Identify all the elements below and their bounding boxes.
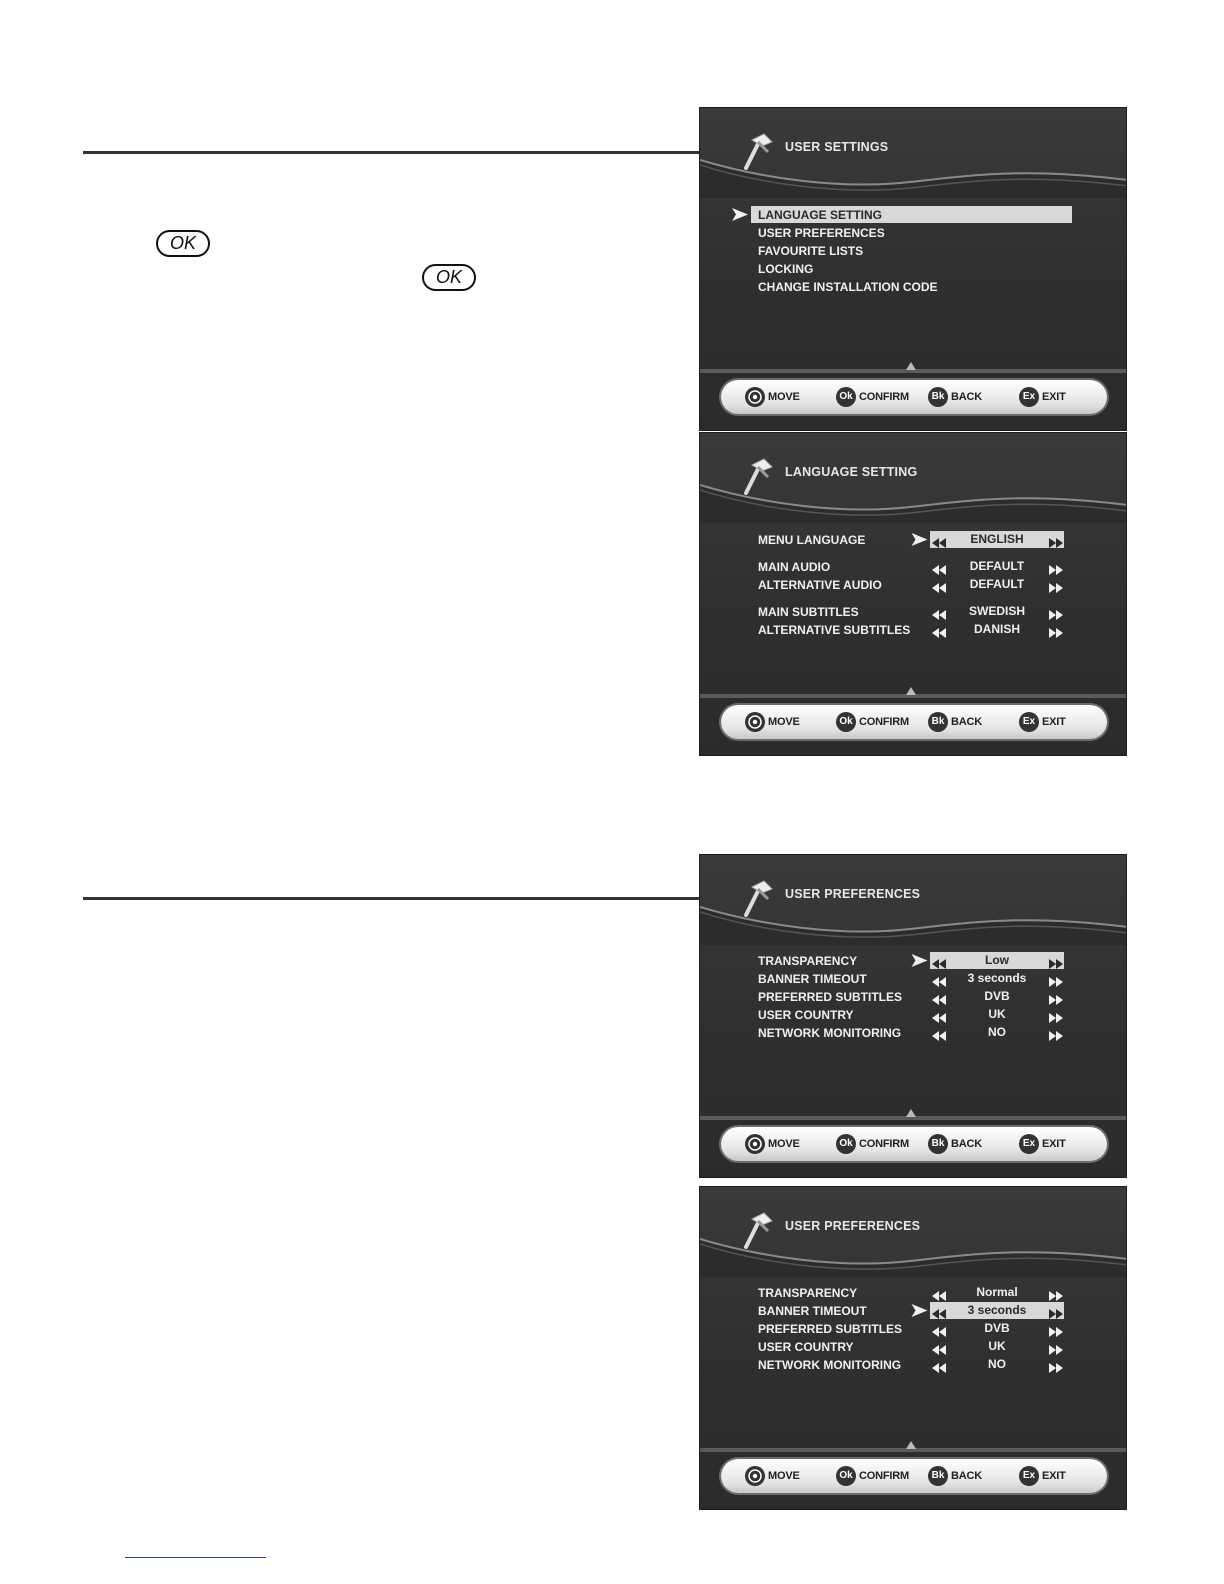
legend-confirm: [836, 387, 909, 407]
next-value-icon[interactable]: [1049, 1288, 1063, 1298]
setting-label: BANNER TIMEOUT: [758, 1304, 867, 1318]
next-value-icon[interactable]: [1049, 1010, 1063, 1020]
exit-key-icon: Ex: [1019, 1134, 1039, 1154]
legend-exit: [1019, 1466, 1066, 1486]
legend-label: CONFIRM: [859, 391, 909, 403]
tools-icon: [738, 130, 776, 170]
legend-move: [745, 387, 800, 407]
pointer-arrow-icon: [732, 208, 748, 221]
setting-label: USER COUNTRY: [758, 1008, 854, 1022]
setting-label: PREFERRED SUBTITLES: [758, 1322, 903, 1336]
next-value-icon[interactable]: [1049, 1306, 1063, 1316]
back-key-icon: Bk: [928, 712, 948, 732]
tools-icon: [738, 877, 776, 917]
legend-move: [745, 1134, 800, 1154]
next-value-icon[interactable]: [1049, 607, 1063, 617]
legend-label: EXIT: [1042, 391, 1066, 403]
confirm-key-icon: Ok: [836, 1466, 856, 1486]
prev-value-icon[interactable]: [932, 1324, 946, 1334]
tv-menu-user-settings: [699, 107, 1127, 431]
prev-value-icon[interactable]: [932, 580, 946, 590]
setting-label: BANNER TIMEOUT: [758, 972, 867, 986]
menu-title: LANGUAGE SETTING: [785, 465, 918, 479]
legend-confirm: [836, 1466, 909, 1486]
prev-value-icon[interactable]: [932, 1360, 946, 1370]
menu-item[interactable]: LANGUAGE SETTING: [758, 208, 883, 222]
back-key-icon: Bk: [928, 1134, 948, 1154]
legend-label: MOVE: [768, 391, 800, 403]
next-value-icon[interactable]: [1049, 562, 1063, 572]
tools-icon: [738, 455, 776, 495]
setting-label: NETWORK MONITORING: [758, 1358, 902, 1372]
menu-title: USER SETTINGS: [785, 140, 889, 154]
setting-value[interactable]: Low: [930, 952, 1064, 969]
next-value-icon[interactable]: [1049, 535, 1063, 545]
prev-value-icon[interactable]: [932, 1342, 946, 1352]
tools-icon: [738, 1209, 776, 1249]
setting-label: MAIN SUBTITLES: [758, 605, 859, 619]
menu-item[interactable]: LOCKING: [758, 262, 814, 276]
setting-value[interactable]: UK: [988, 1007, 1006, 1021]
tv-menu-user-preferences-2: [699, 1186, 1127, 1510]
next-value-icon[interactable]: [1049, 625, 1063, 635]
dpad-icon: [745, 712, 765, 732]
menu-title: USER PREFERENCES: [785, 887, 921, 901]
legend-confirm: [836, 1134, 909, 1154]
confirm-key-icon: Ok: [836, 712, 856, 732]
legend-move: [745, 1466, 800, 1486]
setting-value[interactable]: 3 seconds: [967, 971, 1027, 985]
up-marker-icon: [906, 362, 916, 370]
tv-menu-user-preferences: [699, 854, 1127, 1178]
legend-move: [745, 712, 800, 732]
setting-value[interactable]: DVB: [984, 989, 1010, 1003]
setting-label: TRANSPARENCY: [758, 954, 858, 968]
setting-label: USER COUNTRY: [758, 1340, 854, 1354]
remote-key-legend: [721, 1127, 1107, 1161]
legend-label: BACK: [951, 716, 982, 728]
confirm-key-icon: Ok: [836, 387, 856, 407]
setting-value[interactable]: DVB: [984, 1321, 1010, 1335]
pointer-arrow-icon: [911, 1304, 928, 1317]
exit-key-icon: Ex: [1019, 1466, 1039, 1486]
menu-item[interactable]: CHANGE INSTALLATION CODE: [758, 280, 938, 294]
next-value-icon[interactable]: [1049, 1360, 1063, 1370]
next-value-icon[interactable]: [1049, 580, 1063, 590]
exit-key-icon: Ex: [1019, 712, 1039, 732]
legend-label: BACK: [951, 391, 982, 403]
remote-key-legend: [721, 1459, 1107, 1493]
dpad-icon: [745, 1134, 765, 1154]
prev-value-icon[interactable]: [932, 1288, 946, 1298]
setting-value[interactable]: SWEDISH: [968, 604, 1025, 618]
back-key-icon: Bk: [928, 387, 948, 407]
legend-exit: [1019, 387, 1066, 407]
setting-label: NETWORK MONITORING: [758, 1026, 902, 1040]
next-value-icon[interactable]: [1049, 1028, 1063, 1038]
prev-value-icon[interactable]: [932, 562, 946, 572]
dpad-icon: [745, 387, 765, 407]
setting-value[interactable]: Normal: [976, 1285, 1018, 1299]
legend-label: BACK: [951, 1138, 982, 1150]
dpad-icon: [745, 1466, 765, 1486]
legend-label: CONFIRM: [859, 1470, 909, 1482]
tv-menu-language-setting: [699, 432, 1127, 756]
setting-label: TRANSPARENCY: [758, 1286, 858, 1300]
legend-label: MOVE: [768, 1138, 800, 1150]
menu-item[interactable]: USER PREFERENCES: [758, 226, 885, 240]
legend-back: [928, 387, 982, 407]
legend-back: [928, 1134, 982, 1154]
next-value-icon[interactable]: [1049, 992, 1063, 1002]
next-value-icon[interactable]: [1049, 1324, 1063, 1334]
prev-value-icon[interactable]: [932, 1306, 946, 1316]
next-value-icon[interactable]: [1049, 956, 1063, 966]
prev-value-icon[interactable]: [932, 625, 946, 635]
legend-label: EXIT: [1042, 716, 1066, 728]
setting-value[interactable]: DEFAULT: [969, 559, 1025, 573]
remote-key-legend: [721, 705, 1107, 739]
legend-label: CONFIRM: [859, 1138, 909, 1150]
next-value-icon[interactable]: [1049, 974, 1063, 984]
remote-key-legend: [721, 380, 1107, 414]
legend-exit: [1019, 1134, 1066, 1154]
prev-value-icon[interactable]: [932, 974, 946, 984]
prev-value-icon[interactable]: [932, 992, 946, 1002]
legend-exit: [1019, 712, 1066, 732]
setting-value[interactable]: DANISH: [973, 622, 1020, 636]
legend-label: MOVE: [768, 1470, 800, 1482]
legend-back: [928, 712, 982, 732]
menu-item[interactable]: FAVOURITE LISTS: [758, 244, 864, 258]
legend-label: EXIT: [1042, 1138, 1066, 1150]
prev-value-icon[interactable]: [932, 1028, 946, 1038]
setting-value[interactable]: 3 seconds: [930, 1302, 1064, 1319]
confirm-key-icon: Ok: [836, 1134, 856, 1154]
setting-value[interactable]: ENGLISH: [930, 531, 1064, 548]
prev-value-icon[interactable]: [932, 956, 946, 966]
legend-back: [928, 1466, 982, 1486]
section-rule-top: [83, 151, 699, 154]
legend-label: CONFIRM: [859, 716, 909, 728]
setting-label: ALTERNATIVE AUDIO: [758, 578, 882, 592]
prev-value-icon[interactable]: [932, 535, 946, 545]
prev-value-icon[interactable]: [932, 607, 946, 617]
legend-label: MOVE: [768, 716, 800, 728]
setting-value[interactable]: UK: [988, 1339, 1006, 1353]
exit-key-icon: Ex: [1019, 387, 1039, 407]
setting-label: MENU LANGUAGE: [758, 533, 866, 547]
setting-value[interactable]: NO: [988, 1025, 1006, 1039]
pointer-arrow-icon: [911, 533, 928, 546]
back-key-icon: Bk: [928, 1466, 948, 1486]
next-value-icon[interactable]: [1049, 1342, 1063, 1352]
up-marker-icon: [906, 687, 916, 695]
up-marker-icon: [906, 1441, 916, 1449]
up-marker-icon: [906, 1109, 916, 1117]
ok-key-symbol: OK: [422, 264, 476, 291]
setting-value[interactable]: NO: [988, 1357, 1006, 1371]
prev-value-icon[interactable]: [932, 1010, 946, 1020]
footnote-link-underline: [125, 1557, 266, 1558]
ok-key-symbol: OK: [156, 230, 210, 257]
setting-label: PREFERRED SUBTITLES: [758, 990, 903, 1004]
setting-value[interactable]: DEFAULT: [969, 577, 1025, 591]
setting-label: ALTERNATIVE SUBTITLES: [758, 623, 911, 637]
legend-label: EXIT: [1042, 1470, 1066, 1482]
setting-label: MAIN AUDIO: [758, 560, 831, 574]
pointer-arrow-icon: [911, 954, 928, 967]
legend-label: BACK: [951, 1470, 982, 1482]
section-rule-bottom: [83, 897, 699, 900]
legend-confirm: [836, 712, 909, 732]
menu-title: USER PREFERENCES: [785, 1219, 921, 1233]
